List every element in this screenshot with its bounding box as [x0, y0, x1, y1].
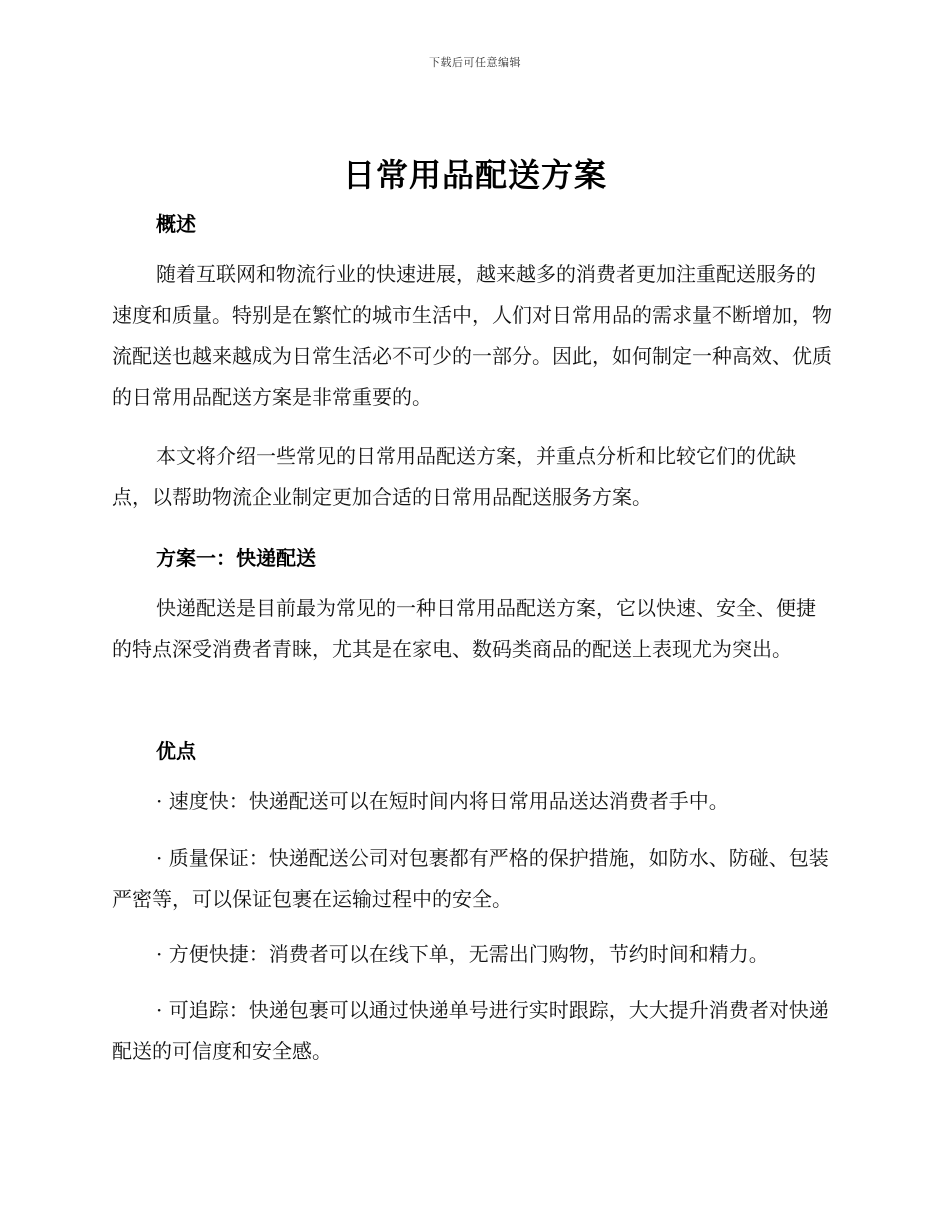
plan1-paragraph: 快递配送是目前最为常见的一种日常用品配送方案，它以快速、安全、便捷的特点深受消费者青睐，尤其是在家电、数码类商品的配送上表现尤为突出。	[112, 596, 816, 661]
overview-paragraph-2: 本文将介绍一些常见的日常用品配送方案，并重点分析和比较它们的优缺点，以帮助物流企业制定更加合适的日常用品配送服务方案。	[112, 444, 796, 509]
section-heading-plan1: 方案一：快递配送	[156, 546, 316, 570]
document-title: 日常用品配送方案	[342, 156, 607, 194]
page-header: 下载后可任意编辑	[429, 56, 521, 69]
pros-list-item: · 可追踪：快递包裹可以通过快递单号进行实时跟踪，大大提升消费者对快递配送的可信度和安全感。	[112, 998, 829, 1063]
pros-list-item: · 速度快：快递配送可以在短时间内将日常用品送达消费者手中。	[156, 789, 729, 813]
pros-list-item: · 质量保证：快递配送公司对包裹都有严格的保护措施，如防水、防碰、包装严密等，可以保证包裹在运输过程中的安全。	[112, 846, 829, 911]
overview-paragraph-1: 随着互联网和物流行业的快速进展，越来越多的消费者更加注重配送服务的速度和质量。特别是在繁忙的城市生活中，人们对日常用品的需求量不断增加，物流配送也越来越成为日常生活必不可少的一部分。因此，如何制定一种高效、优质的日常用品配送方案是非常重要的。	[112, 262, 832, 409]
pros-list-item: · 方便快捷：消费者可以在线下单，无需出门购物，节约时间和精力。	[156, 942, 769, 966]
section-heading-pros: 优点	[156, 739, 196, 763]
section-heading-overview: 概述	[156, 212, 196, 236]
